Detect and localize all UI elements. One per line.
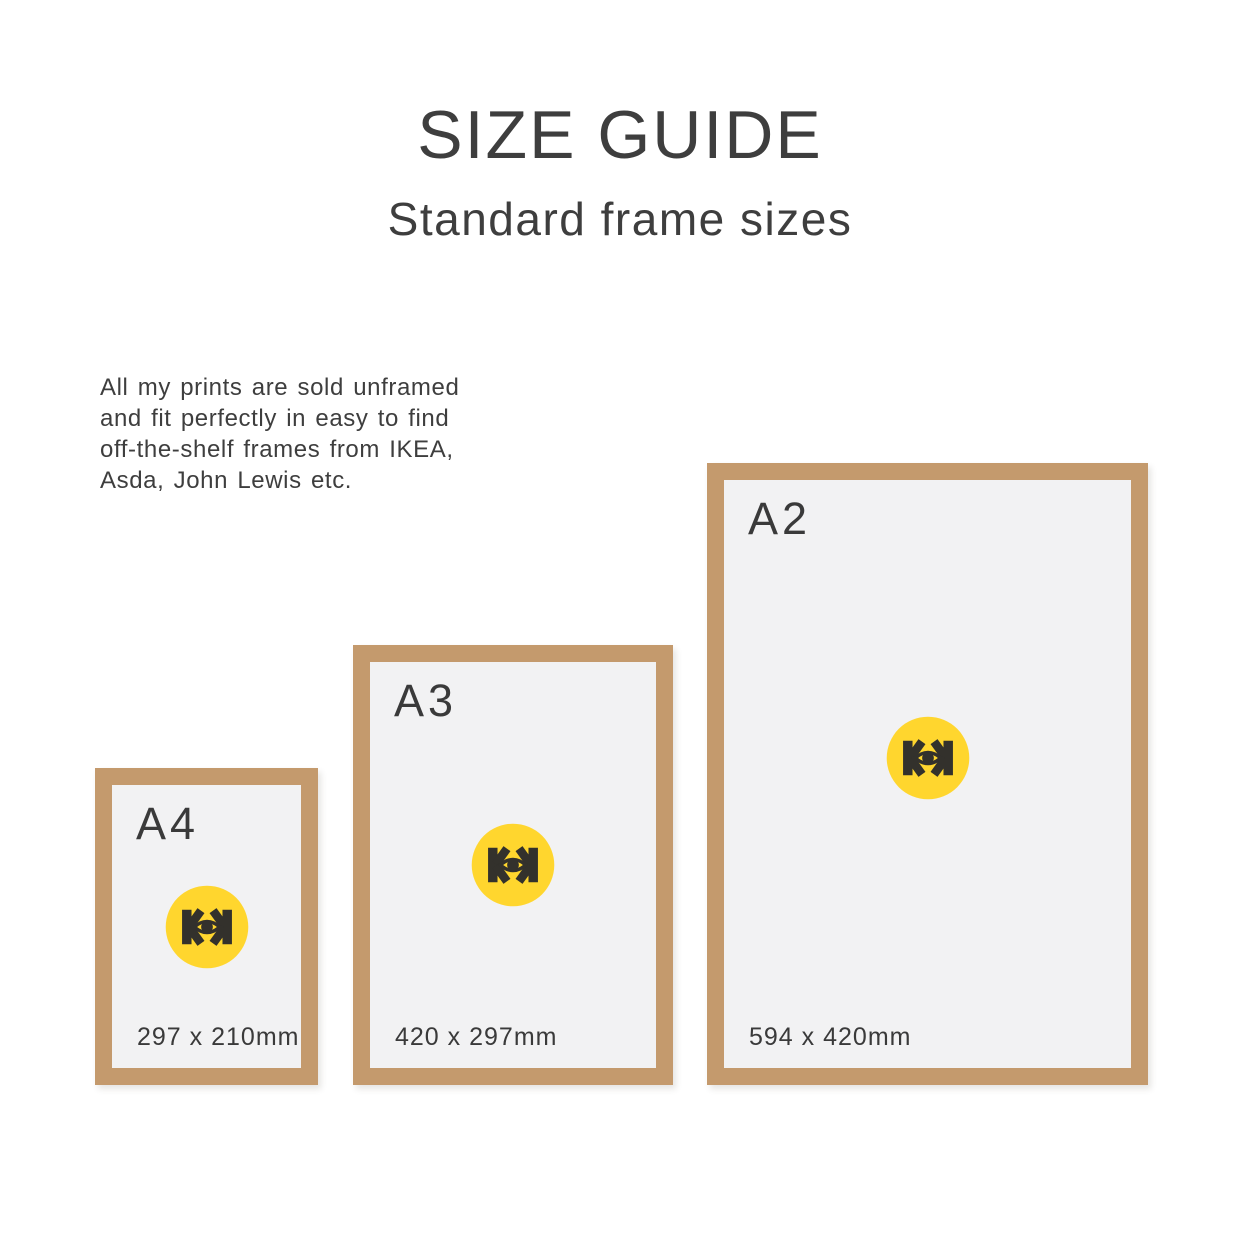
logo-eye-pupil	[201, 921, 213, 933]
kk-eye-monogram-icon	[470, 822, 556, 908]
frame-a2-paper	[724, 480, 1131, 1068]
intro-line: Asda, John Lewis etc.	[100, 467, 353, 494]
page-title: SIZE GUIDE	[417, 97, 823, 173]
frame-a2	[707, 463, 1148, 1085]
kk-eye-monogram-icon	[164, 884, 250, 970]
frame-a4	[95, 768, 318, 1085]
page-subtitle: Standard frame sizes	[387, 193, 853, 245]
intro-line: off-the-shelf frames from IKEA,	[100, 436, 454, 463]
logo-eye-pupil	[507, 859, 519, 871]
intro-text	[100, 372, 459, 496]
frame-size-label: A4	[136, 798, 200, 849]
frame-a3-paper	[370, 662, 656, 1068]
frame-size-label: A3	[394, 675, 458, 726]
frame-dimensions: 594 x 420mm	[749, 1023, 912, 1051]
frame-dimensions: 297 x 210mm	[137, 1023, 300, 1051]
kk-eye-monogram-icon	[885, 715, 971, 801]
frame-a3	[353, 645, 673, 1085]
frame-a4-paper	[112, 785, 301, 1068]
intro-line: All my prints are sold unframed	[100, 374, 460, 401]
logo-eye-pupil	[922, 752, 934, 764]
intro-line: and fit perfectly in easy to find	[100, 405, 450, 432]
frame-dimensions: 420 x 297mm	[395, 1023, 558, 1051]
frame-size-label: A2	[748, 493, 812, 544]
